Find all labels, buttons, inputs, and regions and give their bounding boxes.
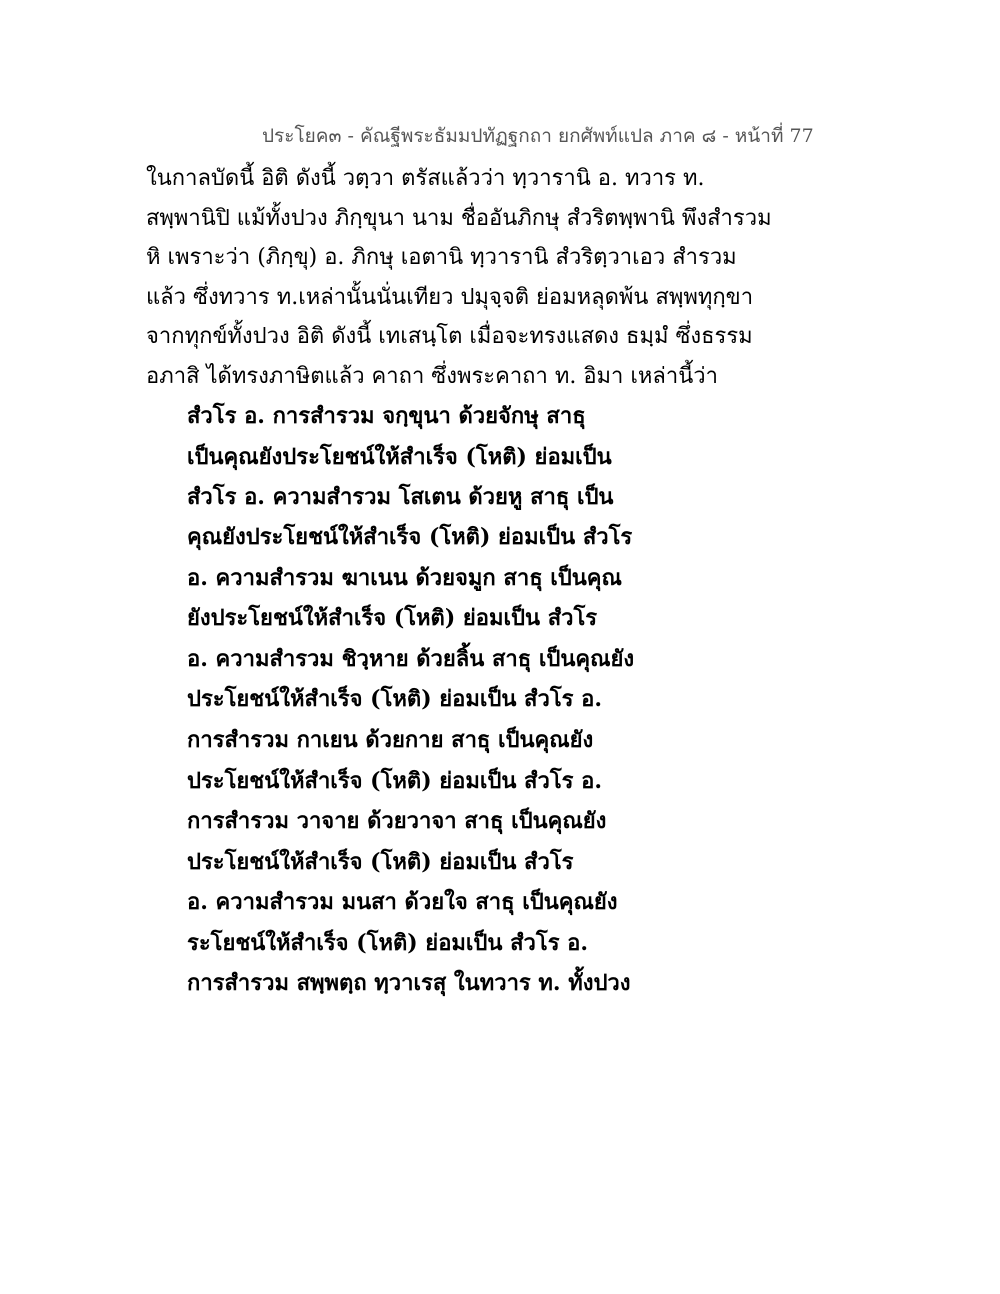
verse-line: อ. ความสำรวม ฆาเนน ด้วยจมูก สาธุ เป็นคุณ xyxy=(187,565,622,591)
verse-line: การสำรวม วาจาย ด้วยวาจา สาธุ เป็นคุณยัง xyxy=(187,808,607,834)
verse-line: คุณยังประโยชน์ให้สำเร็จ (โหติ) ย่อมเป็น สํวโร xyxy=(187,524,633,550)
paragraph-line: แล้ว ซึ่งทวาร ท.เหล่านั้นนั่นเทียว ปมุจฺจติ ย่อมหลุดพ้น สพฺพทุกฺขา xyxy=(146,285,754,310)
verse-line: การสำรวม กาเยน ด้วยกาย สาธุ เป็นคุณยัง xyxy=(187,727,594,753)
paragraph-line: จากทุกข์ทั้งปวง อิติ ดังนี้ เทเสนฺโต เมื่อจะทรงแสดง ธมฺมํ ซึ่งธรรม xyxy=(146,324,753,349)
paragraph-line: ในกาลบัดนี้ อิติ ดังนี้ วตฺวา ตรัสแล้วว่า ทฺวารานิ อ. ทวาร ท. xyxy=(146,166,705,191)
verse-line: สํวโร อ. ความสำรวม โสเตน ด้วยหู สาธุ เป็น xyxy=(187,484,614,510)
verse-line: ยังประโยชน์ให้สำเร็จ (โหติ) ย่อมเป็น สํวโร xyxy=(187,605,598,631)
verse-line: อ. ความสำรวม มนสา ด้วยใจ สาธุ เป็นคุณยัง xyxy=(187,889,618,915)
verse-line: ระโยชน์ให้สำเร็จ (โหติ) ย่อมเป็น สํวโร อ. xyxy=(187,930,589,956)
page-header: ประโยค๓ - คัณฐีพระธัมมปทัฏฐกถา ยกศัพท์แปล ภาค ๘ - หน้าที่ 77 xyxy=(262,125,814,147)
paragraph-line: หิ เพราะว่า (ภิกฺขุ) อ. ภิกษุ เอตานิ ทฺวารานิ สํวริตฺวาเอว สำรวม xyxy=(146,245,737,270)
verse-line: ประโยชน์ให้สำเร็จ (โหติ) ย่อมเป็น สํวโร อ. xyxy=(187,768,603,794)
paragraph-line: อภาสิ ได้ทรงภาษิตแล้ว คาถา ซึ่งพระคาถา ท. อิมา เหล่านี้ว่า xyxy=(146,364,718,389)
verse-line: เป็นคุณยังประโยชน์ให้สำเร็จ (โหติ) ย่อมเป็น xyxy=(187,444,612,470)
verse-line: ประโยชน์ให้สำเร็จ (โหติ) ย่อมเป็น สํวโร อ. xyxy=(187,686,603,712)
verse-line: การสำรวม สพฺพตฺถ ทฺวาเรสุ ในทวาร ท. ทั้งปวง xyxy=(187,970,631,996)
paragraph-line: สพฺพานิปิ แม้ทั้งปวง ภิกฺขุนา นาม ชื่ออันภิกษุ สํวริตพฺพานิ พึงสำรวม xyxy=(146,206,772,231)
verse-line: ประโยชน์ให้สำเร็จ (โหติ) ย่อมเป็น สํวโร xyxy=(187,849,574,875)
verse-line: อ. ความสำรวม ชิวฺหาย ด้วยลิ้น สาธุ เป็นคุณยัง xyxy=(187,646,635,672)
verse-line: สํวโร อ. การสำรวม จกฺขุนา ด้วยจักษุ สาธุ xyxy=(187,403,586,429)
